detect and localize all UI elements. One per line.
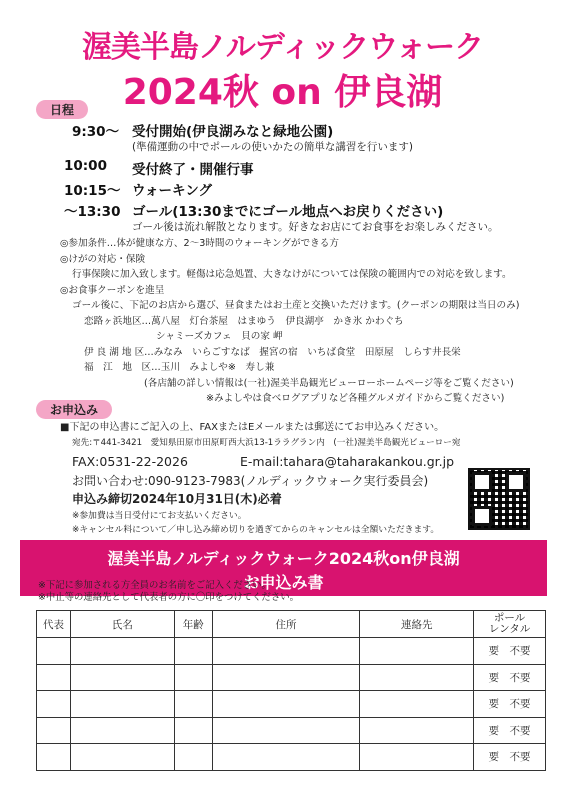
- name-cell[interactable]: [70, 717, 174, 744]
- contact-cell[interactable]: [360, 691, 474, 718]
- address-cell[interactable]: [212, 691, 360, 718]
- schedule-sub: (準備運動の中でポールの使いかたの簡単な講習を行います): [132, 141, 413, 153]
- rep-cell[interactable]: [37, 691, 71, 718]
- rental-cell[interactable]: 要 不要: [474, 744, 546, 771]
- shop-area-fukue: 福 江 地 区…玉川 みよしや※ 寿し兼: [84, 362, 275, 373]
- banner-title: 渥美半島ノルディックウォーク2024秋on伊良湖: [107, 549, 460, 568]
- address-cell[interactable]: [212, 744, 360, 771]
- contact-cell[interactable]: [360, 638, 474, 665]
- rental-cell[interactable]: 要 不要: [474, 691, 546, 718]
- shop-detail-note: (各店舗の詳しい情報は(一社)渥美半島観光ビューローホームページ等をご覧ください): [144, 377, 514, 389]
- col-representative: 代表: [37, 611, 71, 638]
- address-cell[interactable]: [212, 664, 360, 691]
- address-cell[interactable]: [212, 638, 360, 665]
- age-cell[interactable]: [174, 717, 212, 744]
- qr-code[interactable]: [468, 468, 530, 530]
- schedule-time: 9:30～: [72, 124, 120, 140]
- age-cell[interactable]: [174, 638, 212, 665]
- cancel-note: ※キャンセル料について／申し込み締め切りを過ぎてからのキャンセルは全額いただきます。: [72, 525, 440, 535]
- schedule-text: ゴール(13:30までにゴール地点へお戻りください): [132, 204, 444, 220]
- table-header-row: [37, 611, 546, 638]
- form-notes: [38, 580, 299, 604]
- col-name: 氏名: [70, 611, 174, 638]
- apply-label: お申込み: [36, 400, 112, 419]
- event-title: 渥美半島ノルディックウォーク: [81, 30, 484, 65]
- table-row[interactable]: [37, 717, 546, 744]
- coupon-text: ゴール後に、下記のお店から選び、昼食またはお土産と交換いただけます。(クーポンの期限は当日のみ): [72, 300, 520, 311]
- col-age: 年齢: [174, 611, 212, 638]
- form-note-2: ※中止等の連絡先として代表者の方に〇印をつけてください。: [38, 592, 299, 603]
- rental-cell[interactable]: 要 不要: [474, 717, 546, 744]
- name-cell[interactable]: [70, 691, 174, 718]
- shop-area-koijigahama-2: シャミーズカフェ 貝の家 岬: [156, 331, 283, 342]
- name-cell[interactable]: [70, 744, 174, 771]
- shop-area-koijigahama: 恋路ヶ浜地区…萬八屋 灯台茶屋 はまゆう 伊良湖亭 かき氷 かわぐち: [84, 315, 404, 327]
- rep-cell[interactable]: [37, 664, 71, 691]
- rental-cell[interactable]: 要 不要: [474, 664, 546, 691]
- fee-note: ※参加費は当日受付にてお支払いください。: [72, 511, 247, 521]
- coupon-title: ◎お食事クーポンを進呈: [60, 284, 165, 296]
- injury-text: 行事保険に加入致します。軽傷は応急処置、大きなけがについては保険の範囲内での対応を致します。: [72, 269, 512, 280]
- schedule-time: ～13:30: [64, 204, 121, 220]
- schedule-time: 10:15～: [64, 183, 121, 199]
- banner-subtitle: お申込み書: [243, 573, 324, 592]
- miyoshiya-note: ※みよしやは食べログアプリなど各種グルメガイドからご覧ください): [206, 393, 505, 404]
- schedule-text: 受付終了・開催行事: [132, 162, 254, 178]
- deadline: 申込み締切2024年10月31日(木)必着: [72, 492, 282, 506]
- table-row[interactable]: [37, 664, 546, 691]
- age-cell[interactable]: [174, 744, 212, 771]
- apply-intro: ■下記の申込書にご記入の上、FAXまたはEメールまたは郵送にてお申込みください。: [60, 422, 445, 433]
- rental-cell[interactable]: 要 不要: [474, 638, 546, 665]
- age-cell[interactable]: [174, 691, 212, 718]
- event-subtitle: 2024秋 on 伊良湖: [122, 72, 443, 113]
- fax-number: FAX:0531-22-2026: [72, 454, 188, 469]
- form-note-1: ※下記に参加される方全員のお名前をご記入ください。: [38, 580, 271, 591]
- conditions-note: ◎参加条件…体が健康な方、2～3時間のウォーキングができる方: [60, 238, 339, 249]
- col-contact: 連絡先: [360, 611, 474, 638]
- name-cell[interactable]: [70, 638, 174, 665]
- apply-address: 宛先:〒441-3421 愛知県田原市田原町西大浜13-1ララグラン内 (一社)渥美半島観光ビューロー宛: [72, 438, 461, 448]
- rep-cell[interactable]: [37, 638, 71, 665]
- contact-cell[interactable]: [360, 717, 474, 744]
- schedule-text: ウォーキング: [132, 183, 213, 199]
- table-row[interactable]: [37, 744, 546, 771]
- col-address: 住所: [212, 611, 360, 638]
- col-pole-rental: ポール レンタル: [474, 611, 546, 638]
- table-row[interactable]: [37, 691, 546, 718]
- notes-block: [60, 236, 540, 407]
- shop-area-irago: 伊 良 湖 地 区…みなみ いらごすなば 握宮の宿 いちば食堂 田原屋 しらす井長栄: [84, 346, 461, 358]
- name-cell[interactable]: [70, 664, 174, 691]
- application-form-table: [36, 610, 546, 771]
- rep-cell[interactable]: [37, 744, 71, 771]
- contact-cell[interactable]: [360, 744, 474, 771]
- schedule-text: 受付開始(伊良湖みなと緑地公園): [132, 124, 334, 140]
- contact-cell[interactable]: [360, 664, 474, 691]
- address-cell[interactable]: [212, 717, 360, 744]
- email-address[interactable]: E-mail:tahara@taharakankou.gr.jp: [240, 454, 455, 469]
- schedule-label: 日程: [36, 100, 88, 119]
- age-cell[interactable]: [174, 664, 212, 691]
- schedule-sub: ゴール後は流れ解散となります。好きなお店にてお食事をお楽しみください。: [132, 221, 499, 233]
- contact-phone: お問い合わせ:090-9123-7983(ノルディックウォーク実行委員会): [72, 474, 429, 488]
- schedule-time: 10:00: [64, 158, 107, 174]
- table-row[interactable]: [37, 638, 546, 665]
- rep-cell[interactable]: [37, 717, 71, 744]
- injury-title: ◎けがの対応・保険: [60, 253, 146, 265]
